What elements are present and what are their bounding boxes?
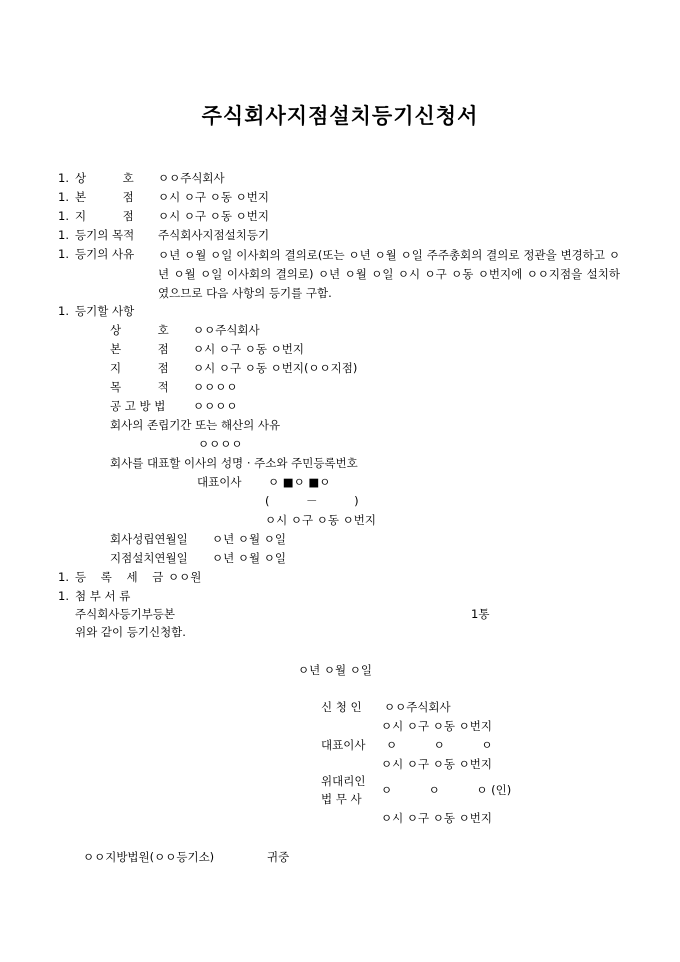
- matter-head-office-value: ㅇ시 ㅇ구 ㅇ동 ㅇ번지: [193, 342, 304, 356]
- establishment-date-value: ㅇ년 ㅇ월 ㅇ일: [212, 532, 286, 546]
- lawyer-label: 법 무 사: [321, 792, 362, 806]
- item-number: 1.: [58, 247, 69, 261]
- item-number: 1.: [58, 589, 69, 603]
- item-number: 1.: [58, 190, 69, 204]
- request-statement: 위와 같이 등기신청함.: [75, 625, 186, 639]
- matter-duration-label: 회사의 존립기간 또는 해산의 사유: [110, 418, 281, 432]
- matter-trade-name-value: ㅇㅇ주식회사: [193, 323, 260, 337]
- item-number: 1.: [58, 228, 69, 242]
- proxy-label: 위대리인: [321, 774, 366, 788]
- purpose-value: 주식회사지점설치등기: [158, 228, 270, 242]
- head-office-value: ㅇ시 ㅇ구 ㅇ동 ㅇ번지: [158, 190, 269, 204]
- matter-representative-label: 회사를 대표할 이사의 성명 · 주소와 주민등록번호: [110, 456, 358, 470]
- trade-name-label: 상 호: [75, 171, 134, 185]
- proxy-address: ㅇ시 ㅇ구 ㅇ동 ㅇ번지: [381, 811, 492, 825]
- item-number: 1.: [58, 171, 69, 185]
- matter-branch-value: ㅇ시 ㅇ구 ㅇ동 ㅇ번지(ㅇㅇ지점): [193, 361, 358, 375]
- applicant-label: 신 청 인: [321, 700, 362, 714]
- proxy-name-seal: ㅇ ㅇ ㅇ (인): [381, 783, 512, 797]
- branch-date-label: 지점설치연월일: [110, 551, 188, 565]
- establishment-date-label: 회사성립연월일: [110, 532, 188, 546]
- matter-branch-label: 지 점: [110, 361, 169, 375]
- item-number: 1.: [58, 304, 69, 318]
- branch-label: 지 점: [75, 209, 134, 223]
- matter-notice-value: ㅇㅇㅇㅇ: [193, 399, 238, 413]
- representative-label: 대표이사: [321, 738, 366, 752]
- cause-label: 등기의 사유: [75, 247, 135, 261]
- representative-title: 대표이사: [197, 475, 242, 489]
- matter-trade-name-label: 상 호: [110, 323, 169, 337]
- item-number: 1.: [58, 209, 69, 223]
- document-title: 주식회사지점설치등기신청서: [201, 103, 479, 128]
- representative-name: ㅇ ■ㅇ ■ㅇ: [268, 475, 331, 489]
- cause-value: ㅇ년 ㅇ월 ㅇ일 이사회의 결의로(또는 ㅇ년 ㅇ월 ㅇ일 주주총회의 결의로 정관을 변경하고 ㅇ년 ㅇ월 ㅇ일 이사회의 결의로) ㅇ년 ㅇ월 ㅇ일 ㅇ시 ㅇ구 ㅇ동 ㅇ번지에 ㅇㅇ지점을 설치하였으므로 다음 사항의 등기를 구함.: [158, 248, 620, 300]
- matter-objective-label: 목 적: [110, 380, 169, 394]
- purpose-label: 등기의 목적: [75, 228, 135, 242]
- applicant-name: ㅇㅇ주식회사: [384, 700, 451, 714]
- court-suffix: 귀중: [267, 850, 290, 864]
- branch-date-value: ㅇ년 ㅇ월 ㅇ일: [212, 551, 286, 565]
- representative-address: ㅇ시 ㅇ구 ㅇ동 ㅇ번지: [265, 513, 376, 527]
- branch-value: ㅇ시 ㅇ구 ㅇ동 ㅇ번지: [158, 209, 269, 223]
- matter-duration-value: ㅇㅇㅇㅇ: [198, 437, 243, 451]
- item-number: 1.: [58, 570, 69, 584]
- attachment-item: 주식회사등기부등본: [75, 607, 175, 621]
- representative-id-number: ( － ): [265, 494, 359, 508]
- trade-name-value: ㅇㅇ주식회사: [158, 171, 225, 185]
- matter-objective-value: ㅇㅇㅇㅇ: [193, 380, 238, 394]
- attachments-label: 첨 부 서 류: [75, 589, 131, 603]
- head-office-label: 본 점: [75, 190, 134, 204]
- applicant-address: ㅇ시 ㅇ구 ㅇ동 ㅇ번지: [381, 719, 492, 733]
- court-name: ㅇㅇ지방법원(ㅇㅇ등기소): [83, 850, 215, 864]
- matter-head-office-label: 본 점: [110, 342, 169, 356]
- registration-tax-label: 등 록 세 금: [75, 570, 164, 584]
- attachment-count: 1통: [471, 607, 490, 621]
- applicant-representative-name: ㅇ ㅇ ㅇ: [386, 738, 493, 752]
- application-date: ㅇ년 ㅇ월 ㅇ일: [298, 663, 372, 677]
- matter-notice-label: 공 고 방 법: [110, 399, 166, 413]
- matters-heading: 등기할 사항: [75, 304, 135, 318]
- registration-tax-value: ㅇㅇ원: [168, 570, 202, 584]
- representative-address: ㅇ시 ㅇ구 ㅇ동 ㅇ번지: [381, 757, 492, 771]
